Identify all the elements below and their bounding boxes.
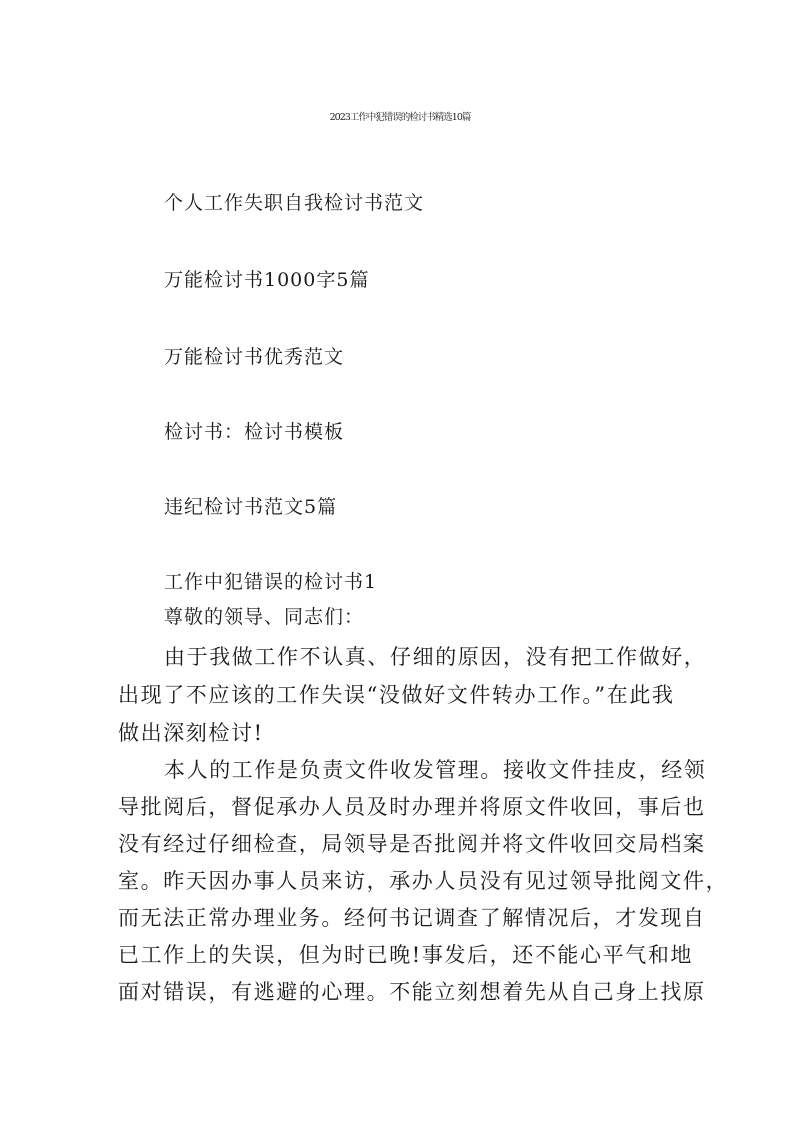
body-line: 而无法正常办理业务。经何书记调查了解情况后，才发现自 [118, 906, 706, 930]
body-line: 室。昨天因办事人员来访，承办人员没有见过领导批阅文件， [118, 869, 729, 893]
document-title: 2023工作中犯错误的检讨书精选10篇 [329, 112, 471, 123]
body-line: 本人的工作是负责文件收发管理。接收文件挂皮，经领 [164, 758, 707, 782]
toc-item: 检讨书：检讨书模板 [164, 421, 345, 443]
toc-item: 万能检讨书1000字5篇 [164, 269, 370, 291]
body-line: 做出深刻检讨! [118, 721, 264, 745]
section-heading: 工作中犯错误的检讨书1 [164, 571, 378, 593]
toc-item: 个人工作失职自我检讨书范文 [164, 192, 425, 214]
body-line: 导批阅后，督促承办人员及时办理并将原文件收回，事后也 [118, 795, 706, 819]
body-line: 面对错误，有逃避的心理。不能立刻想着先从自己身上找原 [118, 980, 706, 1004]
toc-item: 违纪检讨书范文5篇 [164, 496, 338, 518]
body-line: 没有经过仔细检查，局领导是否批阅并将文件收回交局档案 [118, 832, 706, 856]
body-line: 已工作上的失误，但为时已晚!事发后，还不能心平气和地 [118, 943, 694, 967]
body-line: 由于我做工作不认真、仔细的原因，没有把工作做好， [164, 645, 707, 669]
salutation: 尊敬的领导、同志们： [164, 606, 365, 628]
body-line: 出现了不应该的工作失误“没做好文件转办工作。”在此我 [118, 683, 675, 707]
toc-item: 万能检讨书优秀范文 [164, 346, 345, 368]
